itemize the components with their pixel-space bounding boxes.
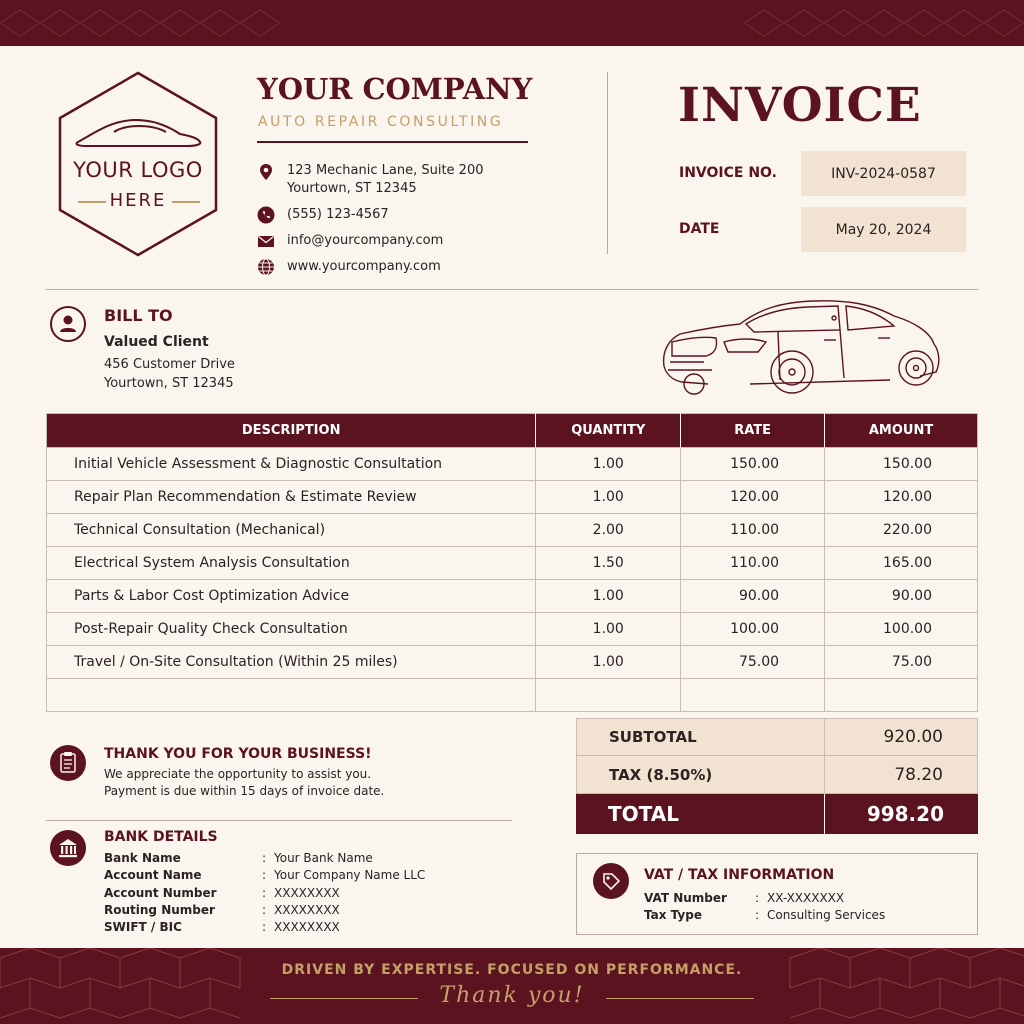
row-rate: 150.00 — [681, 448, 825, 481]
invoice-date-value: May 20, 2024 — [801, 207, 966, 252]
client-name: Valued Client — [104, 334, 209, 350]
row-description: Repair Plan Recommendation & Estimate Review — [47, 481, 536, 514]
row-quantity: 2.00 — [536, 514, 681, 547]
account-number-value: XXXXXXXX — [274, 886, 340, 900]
company-divider — [257, 141, 528, 143]
car-illustration — [658, 296, 944, 400]
client-address-line2: Yourtown, ST 12345 — [104, 376, 234, 391]
logo-divider-right — [172, 201, 200, 203]
row-amount: 220.00 — [825, 514, 978, 547]
company-name: YOUR COMPANY — [257, 72, 533, 106]
header-amount: AMOUNT — [825, 414, 978, 448]
row-quantity: 1.50 — [536, 547, 681, 580]
header-divider — [607, 72, 608, 254]
bank-details-title: BANK DETAILS — [104, 829, 218, 845]
address-line1: 123 Mechanic Lane, Suite 200 — [287, 163, 484, 178]
globe-icon — [257, 258, 275, 276]
header-rate: RATE — [681, 414, 825, 448]
tax-type-label: Tax Type — [644, 908, 702, 922]
row-quantity — [536, 679, 681, 712]
row-amount — [825, 679, 978, 712]
thank-you-title: THANK YOU FOR YOUR BUSINESS! — [104, 746, 372, 762]
bank-colon: : — [262, 920, 267, 934]
row-description: Post-Repair Quality Check Consultation — [47, 613, 536, 646]
logo-text-line2: HERE — [109, 190, 167, 211]
swift-label: SWIFT / BIC — [104, 920, 182, 934]
phone-icon — [257, 206, 275, 224]
vat-title: VAT / TAX INFORMATION — [644, 867, 835, 883]
footer-thank-you: Thank you! — [439, 983, 585, 1008]
top-banner — [0, 0, 1024, 46]
table-row — [47, 646, 978, 679]
row-quantity: 1.00 — [536, 580, 681, 613]
email-icon — [257, 232, 275, 250]
total-value: 998.20 — [866, 802, 944, 826]
routing-number-value: XXXXXXXX — [274, 903, 340, 917]
bank-name-label: Bank Name — [104, 851, 181, 865]
invoice-title: INVOICE — [678, 78, 922, 133]
row-quantity: 1.00 — [536, 646, 681, 679]
car-logo-icon — [76, 120, 200, 146]
row-rate: 90.00 — [681, 580, 825, 613]
vat-colon: : — [755, 908, 760, 922]
row-rate: 100.00 — [681, 613, 825, 646]
header-description: DESCRIPTION — [47, 414, 536, 448]
invoice-number-value: INV-2024-0587 — [801, 151, 966, 196]
account-number-label: Account Number — [104, 886, 217, 900]
footer-slogan: DRIVEN BY EXPERTISE. FOCUSED ON PERFORMANCE. — [281, 962, 743, 978]
bill-to-title: BILL TO — [104, 306, 173, 325]
footer-section-divider — [46, 820, 512, 821]
user-icon — [50, 306, 86, 342]
vat-number-value: XX-XXXXXXX — [767, 891, 845, 905]
header-quantity: QUANTITY — [536, 414, 681, 448]
table-row — [47, 448, 978, 481]
invoice-date-label: DATE — [679, 221, 720, 237]
row-quantity: 1.00 — [536, 481, 681, 514]
table-row — [47, 514, 978, 547]
location-pin-icon — [257, 163, 275, 181]
table-row — [47, 481, 978, 514]
table-row-empty — [47, 679, 978, 712]
subtotal-row — [576, 718, 978, 756]
vat-colon: : — [755, 891, 760, 905]
bank-icon — [50, 830, 86, 866]
row-amount: 150.00 — [825, 448, 978, 481]
thank-you-line2: Payment is due within 15 days of invoice date. — [104, 784, 385, 798]
client-address-line1: 456 Customer Drive — [104, 357, 235, 372]
table-header-row — [47, 414, 978, 448]
bank-colon: : — [262, 886, 267, 900]
company-tagline: AUTO REPAIR CONSULTING — [258, 114, 504, 130]
row-description: Electrical System Analysis Consultation — [47, 547, 536, 580]
section-divider — [46, 289, 978, 290]
email-address[interactable]: info@yourcompany.com — [287, 233, 444, 248]
row-description: Initial Vehicle Assessment & Diagnostic Consultation — [47, 448, 536, 481]
row-amount: 100.00 — [825, 613, 978, 646]
row-description: Travel / On-Site Consultation (Within 25 miles) — [47, 646, 536, 679]
row-quantity: 1.00 — [536, 448, 681, 481]
row-description: Parts & Labor Cost Optimization Advice — [47, 580, 536, 613]
hex-pattern-decoration — [0, 0, 1024, 46]
swift-value: XXXXXXXX — [274, 920, 340, 934]
table-row — [47, 613, 978, 646]
row-amount: 165.00 — [825, 547, 978, 580]
account-name-label: Account Name — [104, 868, 202, 882]
vat-number-label: VAT Number — [644, 891, 727, 905]
row-rate: 110.00 — [681, 514, 825, 547]
invoice-number-label: INVOICE NO. — [679, 165, 777, 181]
tax-row — [576, 756, 978, 794]
tax-label: TAX (8.50%) — [577, 756, 825, 793]
phone-number[interactable]: (555) 123-4567 — [287, 207, 389, 222]
row-rate: 110.00 — [681, 547, 825, 580]
website-url[interactable]: www.yourcompany.com — [287, 259, 441, 274]
table-row — [47, 580, 978, 613]
tag-icon — [593, 863, 629, 899]
subtotal-value: 920.00 — [883, 727, 943, 747]
tax-type-value: Consulting Services — [767, 908, 886, 922]
table-row — [47, 547, 978, 580]
bank-colon: : — [262, 903, 267, 917]
row-rate: 120.00 — [681, 481, 825, 514]
bank-name-value: Your Bank Name — [274, 851, 373, 865]
row-rate: 75.00 — [681, 646, 825, 679]
total-label: TOTAL — [576, 794, 825, 834]
bank-colon: : — [262, 851, 267, 865]
routing-number-label: Routing Number — [104, 903, 215, 917]
account-name-value: Your Company Name LLC — [274, 868, 426, 882]
row-amount: 120.00 — [825, 481, 978, 514]
tax-value: 78.20 — [894, 764, 943, 785]
subtotal-label: SUBTOTAL — [577, 719, 825, 755]
row-description — [47, 679, 536, 712]
logo-text-line1: YOUR LOGO — [73, 158, 203, 182]
row-amount: 75.00 — [825, 646, 978, 679]
row-amount: 90.00 — [825, 580, 978, 613]
clipboard-icon — [50, 745, 86, 781]
row-description: Technical Consultation (Mechanical) — [47, 514, 536, 547]
footer-rule-right — [606, 998, 754, 999]
row-rate — [681, 679, 825, 712]
address-line2: Yourtown, ST 12345 — [287, 181, 417, 196]
total-row — [576, 794, 978, 834]
row-quantity: 1.00 — [536, 613, 681, 646]
logo-divider-left — [78, 201, 106, 203]
thank-you-line1: We appreciate the opportunity to assist you. — [104, 767, 372, 781]
bank-colon: : — [262, 868, 267, 882]
line-items-table — [46, 413, 978, 712]
